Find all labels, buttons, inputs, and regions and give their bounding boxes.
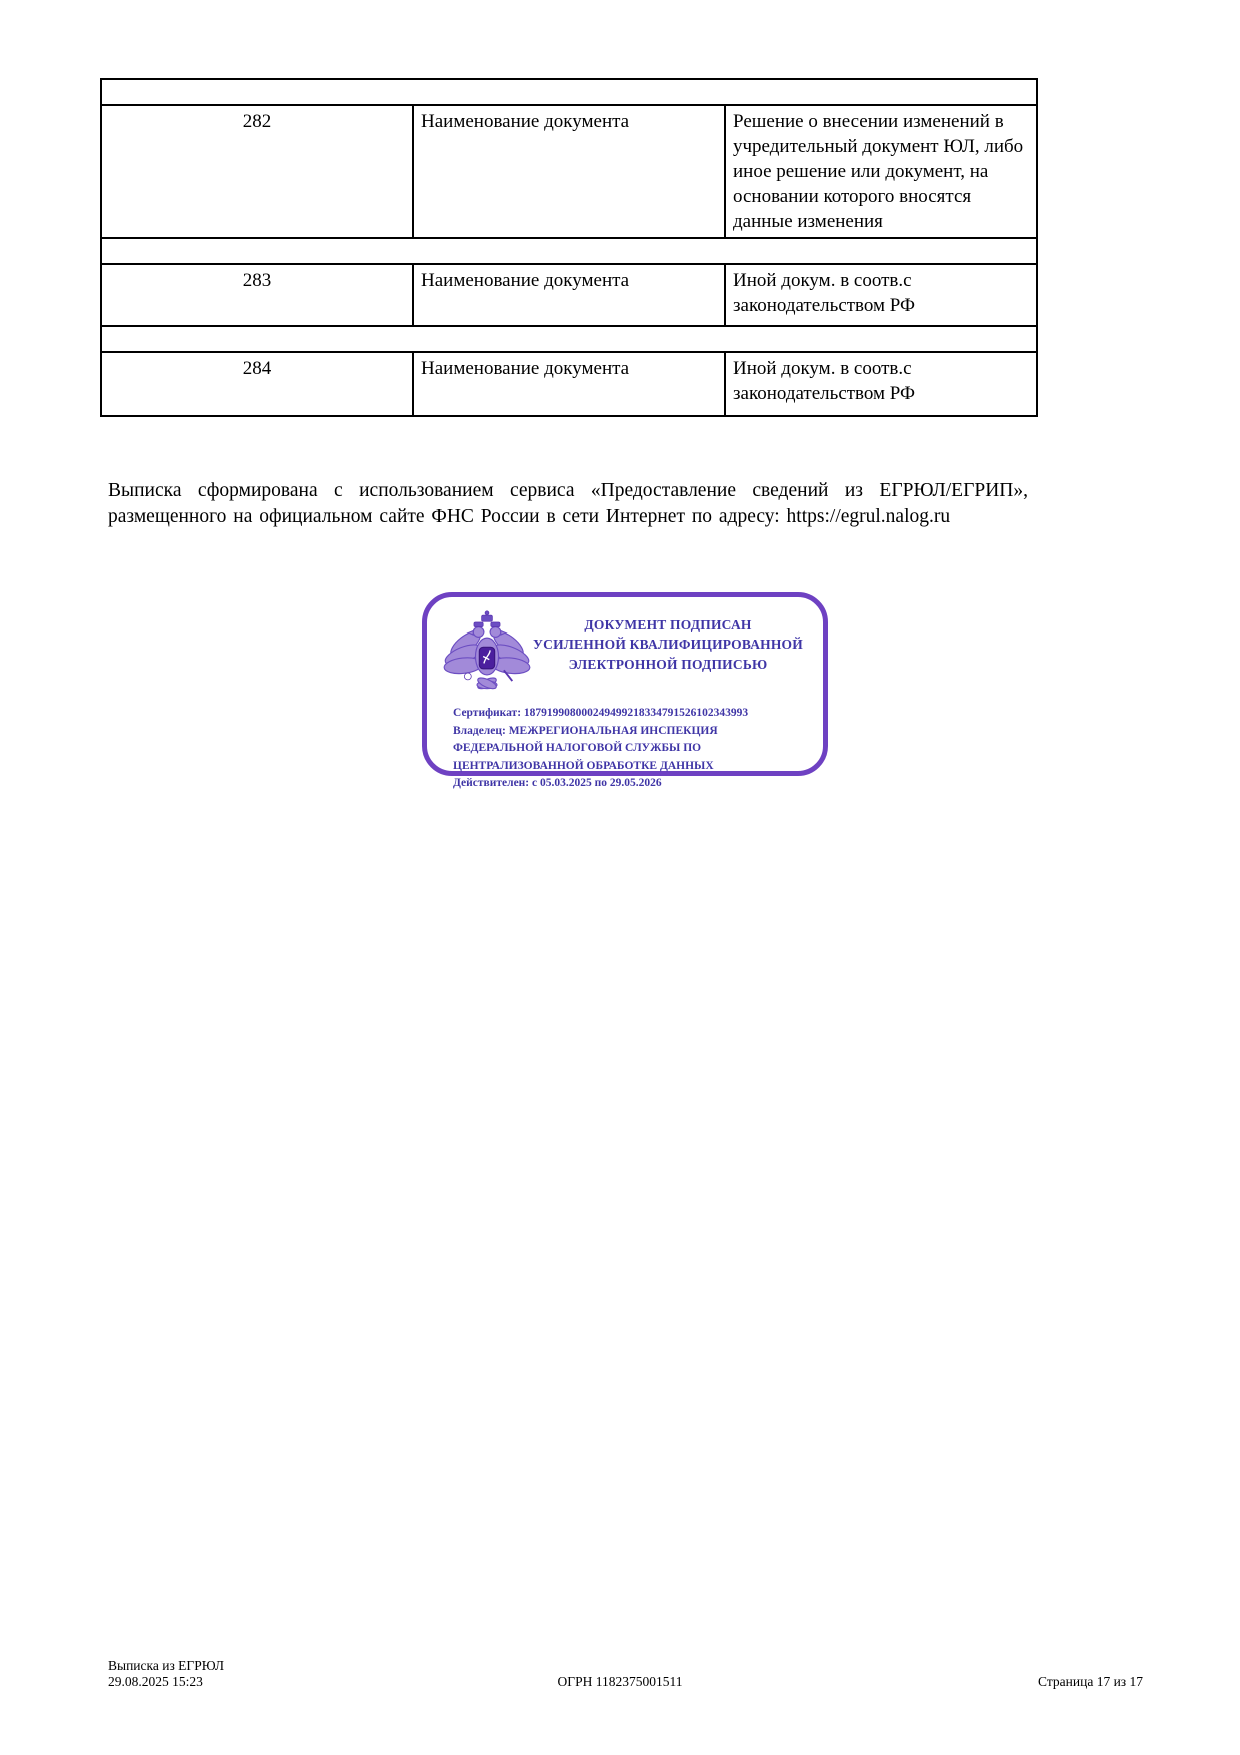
certificate-value: 187919908000249499218334791526102343993 <box>523 707 749 719</box>
footer-datetime: 29.08.2025 15:23 <box>108 1674 203 1689</box>
signature-stamp <box>422 592 828 789</box>
row-number-cell: 284 <box>101 352 413 416</box>
records-table <box>100 78 1038 417</box>
field-value-cell: Решение о внесении изменений в учредительный документ ЮЛ, либо иное решение или документ, на основании которого вносятся данные изменения <box>725 105 1037 238</box>
footer-page-number: Страница 17 из 17 <box>1038 1674 1143 1689</box>
owner-line <box>453 723 803 776</box>
field-label-cell: Наименование документа <box>413 352 725 416</box>
field-label-cell: Наименование документа <box>413 105 725 238</box>
table-row <box>101 264 1037 326</box>
footer-ogrn: ОГРН 1182375001511 <box>557 1674 683 1689</box>
validity-value: с 05.03.2025 по 29.05.2026 <box>532 777 662 789</box>
row-number-cell: 282 <box>101 105 413 238</box>
certificate-line <box>453 705 803 723</box>
validity-line <box>453 775 803 793</box>
spacer-row <box>101 79 1037 105</box>
stamp-title-line1: ДОКУМЕНТ ПОДПИСАН <box>584 617 752 632</box>
validity-label: Действителен: <box>453 777 530 789</box>
field-value-cell: Иной докум. в соотв.с законодательством РФ <box>725 264 1037 326</box>
owner-value: МЕЖРЕГИОНАЛЬНАЯ ИНСПЕКЦИЯ ФЕДЕРАЛЬНОЙ НАЛОГОВОЙ СЛУЖБЫ ПО ЦЕНТРАЛИЗОВАННОЙ ОБРАБОТКЕ ДАННЫХ <box>453 724 718 772</box>
stamp-title-line2: УСИЛЕННОЙ КВАЛИФИЦИРОВАННОЙ <box>533 637 803 652</box>
certificate-label: Сертификат: <box>453 707 522 719</box>
stamp-header <box>441 607 803 701</box>
stamp-title-line3: ЭЛЕКТРОННОЙ ПОДПИСЬЮ <box>568 657 768 672</box>
stamp-title <box>533 607 803 675</box>
table-row <box>101 352 1037 416</box>
spacer-row <box>101 238 1037 264</box>
field-label-cell: Наименование документа <box>413 264 725 326</box>
row-number-cell: 283 <box>101 264 413 326</box>
note-paragraph: Выписка сформирована с использованием сервиса «Предоставление сведений из ЕГРЮЛ/ЕГРИП», размещенного на официальном сайте ФНС России в сети Интернет по адресу: https://egrul.nalog.ru <box>108 480 1028 527</box>
spacer-row <box>101 326 1037 352</box>
table-row <box>101 105 1037 238</box>
owner-label: Владелец: <box>453 724 506 737</box>
stamp-details <box>453 705 803 793</box>
coat-of-arms-icon <box>441 609 533 701</box>
footer-doc-type: Выписка из ЕГРЮЛ <box>108 1658 225 1673</box>
field-value-cell: Иной докум. в соотв.с законодательством РФ <box>725 352 1037 416</box>
